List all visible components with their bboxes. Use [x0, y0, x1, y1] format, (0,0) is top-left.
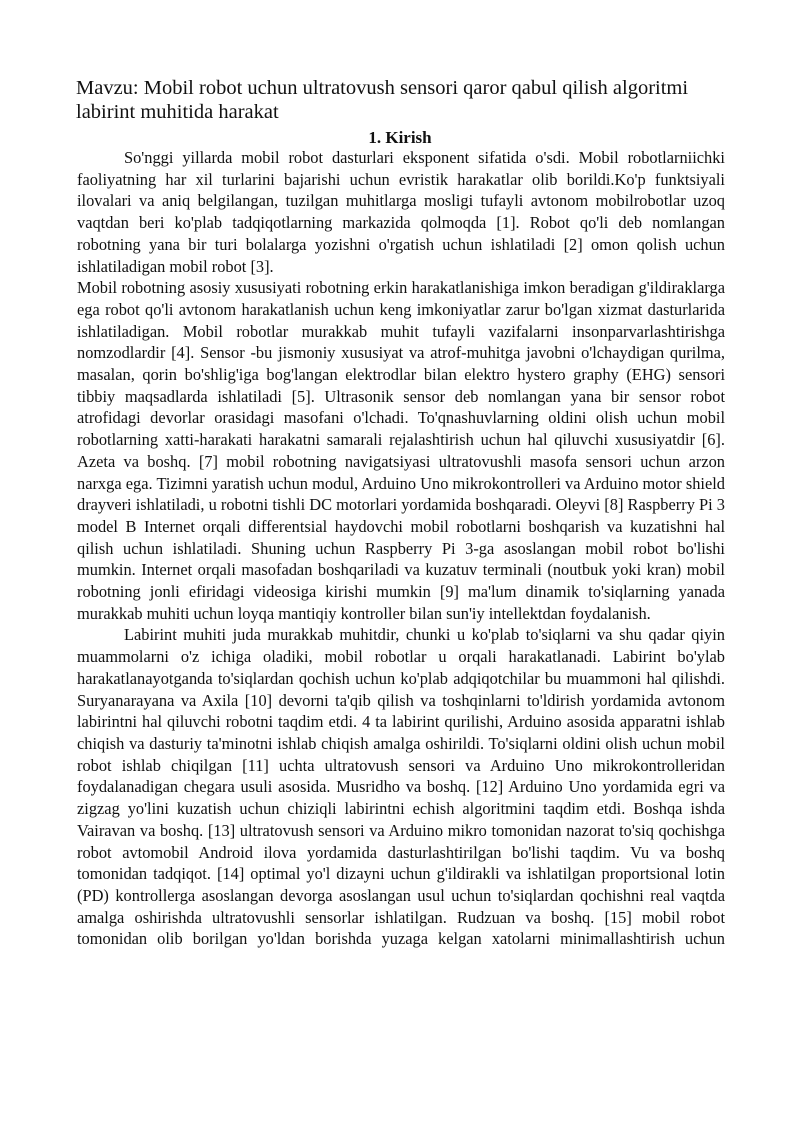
document-body — [77, 147, 725, 950]
paragraph: So'nggi yillarda mobil robot dasturlari eksponent sifatida o'sdi. Mobil robotlarniichki faoliyatning har xil turlarini bajarishi uchun evristik harakatlar olib borildi.Ko'p funktsiyali ilovalari va aniq belgilangan, tuzilgan muhitlarga mosligi tufayli avtonom mobilrobotlar uzoq vaqtdan beri ko'plab tadqiqotlarning markazida qolmoqda [1]. Robot qo'li deb nomlangan robotning yana bir turi bolalarga yozishni o'rgatish uchun ishlatiladi [2] omon qolish uchun ishlatiladigan mobil robot [3]. — [77, 148, 725, 276]
document-title: Mavzu: Mobil robot uchun ultratovush sensori qaror qabul qilish algoritmi labirint muhitida harakat — [76, 77, 689, 123]
paragraph: Labirint muhiti juda murakkab muhitdir, chunki u ko'plab to'siqlarni va shu qadar qiyin muammolarni o'z ichiga oladiki, mobil robotlar u orqali harakatlanadi. Labirint bo'ylab harakatlanayotganda to'siqlardan qochish uchun ko'plab adqiqotchilar bu muammoni hal qilishdi. Suryanarayana va Axila [10] devorni ta'qib qilish va toshqinlarni to'ldirish yordamida avtonom labirintni hal qiluvchi robotni taqdim etdi. 4 ta labirint qurilishi, Arduino asosida apparatni ishlab chiqish va dasturiy ta'minotni ishlab chiqish amalga oshirildi. To'siqlarni oldini olish uchun mobil robot ishlab chiqilgan [11] uchta ultratovush sensori va Arduino Uno mikrokontrolleridan foydalanadigan chegara usuli asosida. Musridho va boshq. [12] Arduino Uno yordamida egri va zigzag yo'lini kuzatish uchun chiziqli labirintni echish algoritmini taqdim etdi. Boshqa ishda Vairavan va boshq. [13] ultratovush sensori va Arduino mikro tomonidan nazorat to'siq qochishga robot avtomobil Android ilova yordamida dasturlashtirilgan bo'lishi taqdim. Vu va boshq tomonidan tadqiqot. [14] optimal yo'l dizayni uchun g'ildirakli va ishlatilgan proportsional lotin (PD) kontrollerga asoslangan devorga asoslangan usul uchun to'siqlardan qochishni real vaqtda amalga oshirishda ultratovushli sensorlar ishlatilgan. Rudzuan va boshq. [15] mobil robot tomonidan olib borilgan yo'ldan borishda yuzaga kelgan xatolarni minimallashtirish uchun — [77, 625, 725, 949]
section-heading: 1. Kirish — [368, 128, 432, 147]
paragraph: Mobil robotning asosiy xususiyati robotning erkin harakatlanishiga imkon beradigan g'ildiraklarga ega robot qo'li avtonom harakatlanish uchun keng imkoniyatlar zarur bo'lgan xizmat dasturlarida ishlatiladigan. Mobil robotlar murakkab muhit tufayli vazifalarni insonparvarlashtirishga nomzodlardir [4]. Sensor -bu jismoniy xususiyat va atrof-muhitga javobni o'lchaydigan qurilma, masalan, qorin bo'shlig'iga bog'langan elektrodlar bilan elektro hystero graphy (EHG) sensori tibbiy maqsadlarda ishlatiladi [5]. Ultrasonik sensor deb nomlangan yana bir sensor robot atrofidagi devorlar orasidagi masofani o'lchadi. To'qnashuvlarning oldini olish uchun mobil robotlarning xatti-harakati harakatni samarali rejalashtirish uchun hal qiluvchi xususiyatdir [6]. Azeta va boshq. [7] mobil robotning navigatsiyasi ultratovushli masofa sensori uchun arzon narxga ega. Tizimni yaratish uchun modul, Arduino Uno mikrokontrolleri va Arduino motor shield drayveri ishlatiladi, u robotni tishli DC motorlari yordamida boshqaradi. Oleyvi [8] Raspberry Pi 3 model B Internet orqali differentsial haydovchi mobil robotlarni boshqarish va kuzatishni hal qilish uchun ishlatiladi. Shuning uchun Raspberry Pi 3-ga asoslangan mobil robot bo'lishi mumkin. Internet orqali masofadan boshqariladi va kuzatuv terminali (noutbuk yoki kran) mobil robotning jonli efiridagi videosiga kirishi mumkin [9] ma'lum dinamik to'siqlarning yanada murakkab muhiti uchun loyqa mantiqiy kontroller bilan sun'iy intellektdan foydalanish. — [77, 278, 725, 623]
